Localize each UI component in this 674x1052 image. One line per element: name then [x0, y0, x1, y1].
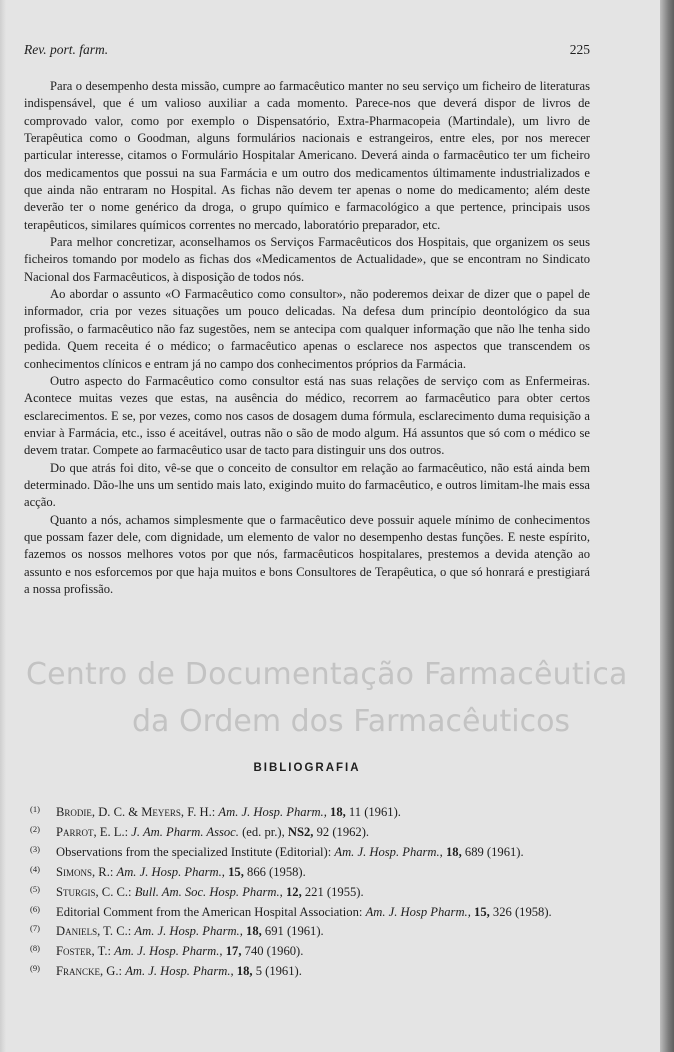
- reference-journal: Am. J. Hosp Pharm.,: [365, 904, 471, 919]
- reference-edition: (ed. pr.),: [242, 824, 285, 839]
- reference-author: Francke, G.:: [56, 964, 123, 979]
- reference-item: [30, 963, 590, 980]
- reference-pages-year: 11 (1961).: [348, 805, 401, 819]
- reference-item: [30, 884, 590, 901]
- reference-number: (9): [30, 963, 40, 974]
- reference-volume: 18,: [236, 964, 253, 979]
- paragraph-4: Outro aspecto do Farmacêutico como consultor está nas suas relações de serviço com as Enfermeiras. Acontece muitas vezes que estas, na ausência do médico, recorrem ao farmacêutico para obter certos esclarecimentos. E se, por vezes, como nos casos de dosagem duma fórmula, esclarecimento duma requisição a enviar à Farmácia, etc., isso é aceitável, outras não o são de modo algum. Há assuntos que só com o médico se devem tratar. Compete ao farmacêutico usar de tacto para distinguir uns dos outros.: [24, 373, 590, 458]
- reference-title: Editorial Comment from the American Hospital Association:: [56, 904, 363, 919]
- reference-author: Foster, T.:: [56, 944, 111, 959]
- reference-pages-year: 221 (1955).: [304, 884, 364, 899]
- reference-pages-year: 5 (1961).: [255, 964, 302, 979]
- reference-journal: Am. J. Hosp. Pharm.,: [134, 924, 243, 939]
- reference-journal: Am. J. Hosp. Pharm.,: [114, 944, 223, 959]
- reference-author: Daniels, T. C.:: [56, 924, 132, 939]
- reference-item: [30, 824, 590, 841]
- reference-volume: 18,: [330, 805, 346, 819]
- paragraph-3: Ao abordar o assunto «O Farmacêutico como consultor», não poderemos deixar de dizer que o papel de informador, cria por vezes situações um pouco delicadas. Na defesa dum princípio deontológico da sua profissão, o farmacêutico não faz sugestões, nem se antecipa com qualquer informação que não lhe tenha sido pedida. Quem receita é o médico; o farmacêutico apenas o esclarece nos aspectos que transcendem os conhecimentos clínicos e entram já no campo dos conhecimentos próprios da Farmácia.: [24, 287, 590, 371]
- reference-author: Sturgis, C. C.:: [56, 884, 132, 899]
- reference-volume: 12,: [285, 884, 302, 899]
- reference-pages-year: 326 (1958).: [492, 904, 552, 919]
- reference-journal: Am. J. Hosp. Pharm.,: [218, 805, 327, 819]
- reference-item: [30, 904, 590, 921]
- paragraph-1: Para o desempenho desta missão, cumpre ao farmacêutico manter no seu serviço um ficheiro de literaturas indispensável, que é um valioso auxiliar a cada momento. Parece-nos que deverá dispor de livros de comprovado valor, como por exemplo o Dispensatório, Extra-Pharmacopeia (Martindale), um livro de Terapêutica como o Goodman, alguns formulários nacionais e estrangeiros, entre eles, por nos merecer particular interesse, citamos o Formulário Hospitalar Americano. Deverá ainda o farmacêutico ter um ficheiro dos medicamentos que possui na sua Farmácia e um outro dos medicamentos últimamente industrializados e que ainda não entraram no Hospital. As fichas não devem ter apenas o nome do medicamento; além deste deverão ter o nome genérico da droga, o grupo químico e farmacológico a que pertence, principais usos terapêuticos, similares químicos correntes no mercado, laboratório preparador, etc.: [24, 79, 590, 232]
- reference-volume: 15,: [228, 864, 244, 879]
- reference-item: [30, 844, 590, 861]
- reference-journal: J. Am. Pharm. Assoc.: [131, 824, 239, 839]
- reference-journal: Am. J. Hosp. Pharm.,: [334, 844, 443, 859]
- reference-journal: Am. J. Hosp. Pharm.,: [116, 864, 225, 879]
- reference-pages-year: 740 (1960).: [244, 944, 304, 959]
- bibliography-title: BIBLIOGRAFIA: [253, 762, 361, 774]
- reference-pages-year: 689 (1961).: [464, 844, 524, 859]
- page-header: [24, 42, 590, 64]
- reference-author: Simons, R.:: [56, 864, 114, 879]
- reference-number: (2): [30, 823, 40, 834]
- reference-item: [30, 804, 590, 821]
- reference-number: (8): [30, 943, 40, 954]
- paragraph-6: Quanto a nós, achamos simplesmente que o farmacêutico deve possuir aquele mínimo de conhecimentos que possam fazer dele, com dignidade, um elemento de valor no desempenho destas funções. E neste espírito, fazemos os nossos melhores votos por que nós, farmacêuticos hospitalares, prestemos a devida atenção ao assunto e nos esforcemos por que haja muitos e bons Consultores de Terapêutica, o que só honrará e prestigiará a nossa profissão.: [24, 512, 590, 596]
- paragraph-2: Para melhor concretizar, aconselhamos os Serviços Farmacêuticos dos Hospitais, que organizem os seus ficheiros tomando por modelo as fichas dos «Medicamentos de Actualidade», que se encontram no Sindicato Nacional dos Farmacêuticos, à disposição de todos nós.: [24, 235, 590, 284]
- bibliography-list: [30, 804, 590, 983]
- reference-volume: NS2,: [287, 824, 314, 839]
- page-number: 225: [569, 42, 590, 57]
- reference-volume: 15,: [474, 904, 490, 919]
- reference-pages-year: 691 (1961).: [264, 924, 324, 939]
- page-left-shadow: [0, 0, 6, 1052]
- article-body: [24, 78, 590, 598]
- reference-number: (6): [30, 903, 40, 914]
- reference-title: Observations from the specialized Institute (Editorial):: [56, 844, 332, 859]
- reference-journal: Am. J. Hosp. Pharm.,: [125, 964, 234, 979]
- reference-number: (4): [30, 863, 40, 874]
- watermark-line-1: Centro de Documentação Farmacêutica: [26, 657, 628, 692]
- reference-item: [30, 864, 590, 881]
- reference-journal: Bull. Am. Soc. Hosp. Pharm.,: [134, 884, 283, 899]
- reference-pages-year: 92 (1962).: [316, 824, 370, 839]
- reference-number: (5): [30, 883, 40, 894]
- reference-number: (1): [30, 804, 40, 814]
- paragraph-5: Do que atrás foi dito, vê-se que o conceito de consultor em relação ao farmacêutico, não está ainda bem determinado. Dão-lhe uns um sentido mais lato, exigindo muito do farmacêutico, e outros limitam-lhe mais essa acção.: [24, 460, 590, 510]
- reference-author: Brodie, D. C. & Meyers, F. H.:: [56, 805, 216, 819]
- reference-author: Parrot, E. L.:: [56, 824, 129, 839]
- reference-pages-year: 866 (1958).: [247, 864, 306, 879]
- reference-volume: 18,: [445, 844, 462, 859]
- reference-number: (7): [30, 923, 40, 934]
- watermark-line-2: da Ordem dos Farmacêuticos: [132, 704, 571, 739]
- reference-item: [30, 943, 590, 960]
- reference-volume: 17,: [225, 944, 242, 959]
- reference-number: (3): [30, 843, 40, 854]
- page-right-edge: [660, 0, 674, 1052]
- reference-item: [30, 923, 590, 940]
- journal-title: Rev. port. farm.: [24, 42, 109, 57]
- reference-volume: 18,: [246, 924, 262, 939]
